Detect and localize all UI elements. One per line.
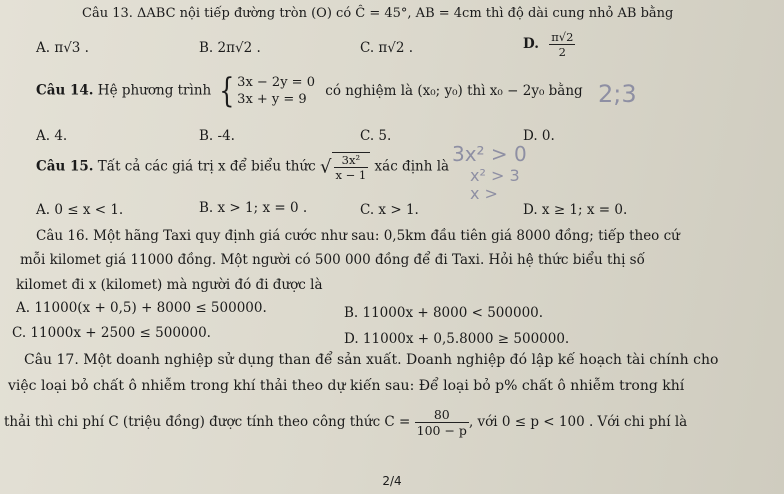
q14-eq1: 3x − 2y = 0: [237, 75, 315, 90]
q17-numerator: 80: [415, 407, 469, 423]
q16-option-d: D. 11000x + 0,5.8000 ≥ 500000.: [344, 331, 570, 347]
q17-denominator: 100 − p: [416, 423, 467, 438]
q15-fraction: [334, 153, 369, 182]
sqrt-symbol: √: [320, 156, 332, 178]
q14-label: Câu 14.: [36, 82, 94, 99]
sqrt-radicand: [332, 152, 371, 182]
q13-option-d-label: D.: [523, 36, 539, 52]
q14-option-c: C. 5.: [360, 128, 392, 144]
q15-option-c: C. x > 1.: [360, 202, 419, 218]
q15-label: Câu 15.: [36, 158, 94, 175]
q17-line3: [4, 407, 687, 438]
q13-option-d: [523, 30, 575, 59]
q13-option-d-fraction: [549, 30, 575, 59]
q16-option-b: B. 11000x + 8000 < 500000.: [344, 305, 544, 321]
system-brace: {: [218, 71, 234, 111]
q16-option-c: C. 11000x + 2500 ≤ 500000.: [12, 325, 211, 341]
q14-option-b: B. -4.: [199, 128, 235, 144]
q14-text1: Hệ phương trình: [97, 82, 212, 99]
equation-system: [237, 74, 315, 108]
q17-line1: Câu 17. Một doanh nghiệp sử dụng than để sản xuất. Doanh nghiệp đó lập kế hoạch tài chính cho: [24, 352, 719, 368]
q17-fraction: [415, 407, 469, 438]
q16-option-a: A. 11000(x + 0,5) + 8000 ≤ 500000.: [16, 300, 267, 316]
q15-handwriting-2: x² > 3: [470, 166, 520, 185]
q13-option-a: A. π√3 .: [36, 40, 89, 56]
q15-handwriting-3: x >: [470, 184, 498, 203]
q15-option-d: D. x ≥ 1; x = 0.: [523, 202, 628, 218]
q17-text-a: thải thì chi phí C (triệu đồng) được tính theo công thức C =: [4, 414, 411, 430]
q14-option-a: A. 4.: [36, 128, 68, 144]
q14-stem: [36, 71, 583, 111]
q15-stem: [36, 152, 449, 182]
q13-option-d-numerator: π√2: [551, 30, 574, 44]
q15-text2: xác định là: [374, 158, 450, 175]
page-number: 2/4: [382, 474, 402, 488]
q13-option-b: B. 2π√2 .: [199, 40, 261, 56]
q16-line1: Câu 16. Một hãng Taxi quy định giá cước như sau: 0,5km đầu tiên giá 8000 đồng; tiếp theo cứ: [36, 228, 680, 244]
q13-option-c: C. π√2 .: [360, 40, 414, 56]
q15-handwriting-1: 3x² > 0: [452, 142, 527, 166]
q14-option-d: D. 0.: [523, 128, 555, 144]
q14-text2: có nghiệm là (x₀; y₀) thì x₀ − 2y₀ bằng: [325, 82, 583, 99]
q15-numerator: 3x²: [334, 153, 369, 168]
q16-line2: mỗi kilomet giá 11000 đồng. Một người có 500 000 đồng để đi Taxi. Hỏi hệ thức biểu thị số: [20, 252, 645, 268]
q14-eq2: 3x + y = 9: [237, 92, 307, 107]
q17-text-b: , với 0 ≤ p < 100 . Với chi phí là: [468, 414, 688, 430]
q15-denominator: x − 1: [335, 168, 367, 182]
q13-option-d-denominator: 2: [558, 45, 566, 59]
q15-text1: Tất cả các giá trị x để biểu thức: [97, 158, 316, 175]
q14-handwriting: 2;3: [598, 80, 637, 108]
q15-option-b: B. x > 1; x = 0 .: [199, 200, 308, 216]
q15-option-a: A. 0 ≤ x < 1.: [36, 202, 124, 218]
q13-stem: Câu 13. ΔABC nội tiếp đường tròn (O) có Ĉ = 45°, AB = 4cm thì độ dài cung nhỏ AB bằng: [82, 6, 674, 21]
q17-line2: việc loại bỏ chất ô nhiễm trong khí thải theo dự kiến sau: Để loại bỏ p% chất ô nhiễm trong khí: [8, 378, 685, 394]
q16-line3: kilomet đi x (kilomet) mà người đó đi được là: [16, 277, 323, 293]
